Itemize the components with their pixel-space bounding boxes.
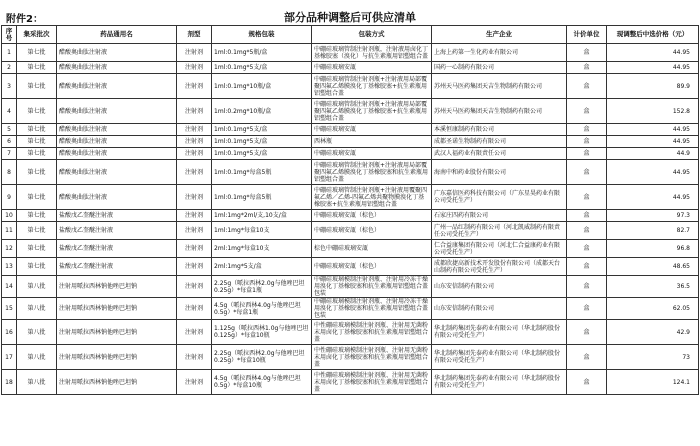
cell-spec: 4.5g（哌拉西林4.0g与他唑巴坦0.5g）*每盒1瓶 — [212, 298, 312, 320]
table-row — [2, 240, 699, 258]
cell-spec: 1ml:0.1mg*每盒5瓶 — [212, 185, 312, 210]
cell-form: 注射剂 — [177, 160, 212, 185]
cell-form: 注射剂 — [177, 44, 212, 62]
table-header-row — [2, 26, 699, 44]
cell-drug-name: 注射用哌拉西林钠他唑巴坦钠 — [57, 345, 177, 370]
cell-form: 注射剂 — [177, 99, 212, 124]
table-row — [2, 298, 699, 320]
header-price: 现调整后中选价格（元） — [607, 26, 699, 44]
header-batch: 集采批次 — [17, 26, 57, 44]
cell-pack: 中硼硅玻璃管制注射剂瓶+注射液用局部覆聚四氟乙烯膜溴化丁基橡胶塞和抗生素瓶用铝塑组合盖 — [312, 160, 432, 185]
cell-pack: 中硼硅玻璃模制注射剂瓶、注射用冷冻干燥用溴化丁基橡胶塞和抗生素瓶用铝塑组合盖包装 — [312, 298, 432, 320]
header-spec: 规格包装 — [212, 26, 312, 44]
header-maker: 生产企业 — [432, 26, 567, 44]
cell-no: 14 — [2, 276, 17, 298]
cell-price: 44.95 — [607, 185, 699, 210]
cell-price: 73 — [607, 345, 699, 370]
cell-price: 44.95 — [607, 160, 699, 185]
cell-price: 48.65 — [607, 258, 699, 276]
cell-no: 18 — [2, 370, 17, 395]
cell-spec: 1ml:1mg*2ml/支,10支/盒 — [212, 210, 312, 222]
cell-spec: 1ml:0.1mg*5支/盒 — [212, 148, 312, 160]
cell-price: 82.7 — [607, 222, 699, 240]
cell-spec: 1ml:0.2mg*10瓶/盒 — [212, 99, 312, 124]
cell-maker: 华北制药集团先泰药业有限公司（华北制药股份有限公司受托生产） — [432, 345, 567, 370]
cell-batch: 第七批 — [17, 210, 57, 222]
cell-no: 15 — [2, 298, 17, 320]
table-row — [2, 258, 699, 276]
cell-form: 注射剂 — [177, 185, 212, 210]
cell-unit: 盒 — [567, 160, 607, 185]
cell-drug-name: 盐酸戊乙奎醚注射液 — [57, 222, 177, 240]
cell-form: 注射剂 — [177, 136, 212, 148]
table-row — [2, 136, 699, 148]
cell-batch: 第七批 — [17, 136, 57, 148]
cell-unit: 盒 — [567, 240, 607, 258]
cell-no: 1 — [2, 44, 17, 62]
cell-unit: 盒 — [567, 74, 607, 99]
cell-spec: 2.25g（哌拉西林2.0g与他唑巴坦0.25g）*每盒1瓶 — [212, 276, 312, 298]
cell-spec: 1ml:0.1mg*5瓶/盒 — [212, 44, 312, 62]
cell-batch: 第七批 — [17, 185, 57, 210]
cell-no: 3 — [2, 74, 17, 99]
header-drug-name: 药品通用名 — [57, 26, 177, 44]
cell-no: 17 — [2, 345, 17, 370]
cell-unit: 盒 — [567, 222, 607, 240]
table-row — [2, 370, 699, 395]
cell-no: 6 — [2, 136, 17, 148]
cell-batch: 第七批 — [17, 258, 57, 276]
table-row — [2, 44, 699, 62]
header-pack: 包装方式 — [312, 26, 432, 44]
cell-price: 42.9 — [607, 320, 699, 345]
cell-drug-name: 注射用哌拉西林钠他唑巴坦钠 — [57, 370, 177, 395]
table-row — [2, 345, 699, 370]
table-row — [2, 74, 699, 99]
cell-price: 124.1 — [607, 370, 699, 395]
cell-drug-name: 盐酸戊乙奎醚注射液 — [57, 258, 177, 276]
cell-maker: 成都欣捷高新技术开发股份有限公司（成都天台山制药有限公司受托生产） — [432, 258, 567, 276]
cell-form: 注射剂 — [177, 222, 212, 240]
cell-pack: 中硼硅玻璃安瓿（棕色） — [312, 210, 432, 222]
cell-drug-name: 注射用哌拉西林钠他唑巴坦钠 — [57, 320, 177, 345]
cell-batch: 第七批 — [17, 44, 57, 62]
table-row — [2, 185, 699, 210]
cell-pack: 中硼硅玻璃管制注射剂瓶+注射液用覆聚四氟乙烯／乙烯-四氟乙烯共聚物膜溴化丁基橡胶塞+抗生素瓶用铝塑组合盖 — [312, 185, 432, 210]
header-form: 剂型 — [177, 26, 212, 44]
cell-maker: 山东安信制药有限公司 — [432, 276, 567, 298]
cell-pack: 中硼硅玻璃安瓿 — [312, 124, 432, 136]
cell-no: 13 — [2, 258, 17, 276]
cell-maker: 成都圣诺生物制药有限公司 — [432, 136, 567, 148]
cell-form: 注射剂 — [177, 148, 212, 160]
cell-price: 44.95 — [607, 124, 699, 136]
table-row — [2, 124, 699, 136]
cell-spec: 1.125g（哌拉西林1.0g与他唑巴坦0.125g）*每盒10瓶 — [212, 320, 312, 345]
cell-drug-name: 醋酸奥曲肽注射液 — [57, 99, 177, 124]
cell-spec: 1ml:1mg*每盒10支 — [212, 222, 312, 240]
cell-batch: 第七批 — [17, 124, 57, 136]
cell-drug-name: 醋酸奥曲肽注射液 — [57, 160, 177, 185]
cell-pack: 中硼硅玻璃安瓿（棕色） — [312, 222, 432, 240]
cell-form: 注射剂 — [177, 210, 212, 222]
cell-pack: 中硼硅玻璃管制注射剂瓶，注射液用卤化丁基橡胶塞（溴化）与抗生素瓶用铝塑组合盖 — [312, 44, 432, 62]
cell-price: 44.95 — [607, 62, 699, 74]
cell-maker: 国药一心制药有限公司 — [432, 62, 567, 74]
cell-spec: 2ml:1mg*每盒10支 — [212, 240, 312, 258]
cell-batch: 第八批 — [17, 345, 57, 370]
cell-pack: 中硼硅玻璃安瓿 — [312, 62, 432, 74]
cell-no: 12 — [2, 240, 17, 258]
cell-price: 44.95 — [607, 44, 699, 62]
table-row — [2, 160, 699, 185]
cell-drug-name: 醋酸奥曲肽注射液 — [57, 62, 177, 74]
cell-unit: 盒 — [567, 185, 607, 210]
cell-pack: 中硼硅玻璃模制注射剂瓶、注射用冷冻干燥用溴化丁基橡胶塞和抗生素瓶用铝塑组合盖包装 — [312, 276, 432, 298]
cell-price: 97.3 — [607, 210, 699, 222]
table-row — [2, 276, 699, 298]
cell-maker: 苏州天马医药集团天吉生物制药有限公司 — [432, 99, 567, 124]
cell-price: 62.05 — [607, 298, 699, 320]
cell-price: 44.9 — [607, 148, 699, 160]
cell-batch: 第七批 — [17, 148, 57, 160]
cell-batch: 第七批 — [17, 160, 57, 185]
cell-pack: 中硼硅玻璃安瓿（棕色） — [312, 258, 432, 276]
cell-maker: 石家庄四药有限公司 — [432, 210, 567, 222]
cell-form: 注射剂 — [177, 74, 212, 99]
cell-batch: 第七批 — [17, 222, 57, 240]
cell-spec: 1ml:0.1mg*5支/盒 — [212, 136, 312, 148]
cell-unit: 盒 — [567, 320, 607, 345]
cell-batch: 第八批 — [17, 276, 57, 298]
cell-price: 96.8 — [607, 240, 699, 258]
cell-pack: 棕色中硼硅玻璃安瓿 — [312, 240, 432, 258]
cell-drug-name: 盐酸戊乙奎醚注射液 — [57, 240, 177, 258]
page-title: 部分品种调整后可供应清单 — [284, 11, 416, 24]
cell-maker: 山东安信制药有限公司 — [432, 298, 567, 320]
header-no: 序号 — [2, 26, 17, 44]
cell-unit: 盒 — [567, 345, 607, 370]
cell-unit: 盒 — [567, 276, 607, 298]
cell-pack: 中硼硅玻璃管制注射剂瓶+注射液用局部覆聚四氟乙烯膜溴化丁基橡胶塞+抗生素瓶用铝塑组合盖 — [312, 99, 432, 124]
cell-price: 44.95 — [607, 136, 699, 148]
price-table — [1, 25, 699, 395]
cell-unit: 盒 — [567, 148, 607, 160]
cell-pack: 中性硼硅玻璃模制注射剂瓶、注射用无菌粉末用卤化丁基橡胶塞和抗生素瓶用铝塑组合盖 — [312, 370, 432, 395]
cell-drug-name: 醋酸奥曲肽注射液 — [57, 185, 177, 210]
cell-spec: 2ml:1mg*5支/盒 — [212, 258, 312, 276]
cell-maker: 华北制药集团先泰药业有限公司（华北制药股份有限公司受托生产） — [432, 320, 567, 345]
cell-pack: 中性硼硅玻璃模制注射剂瓶、注射用无菌粉末用卤化丁基橡胶塞和抗生素瓶用铝塑组合盖 — [312, 320, 432, 345]
cell-pack: 中硼硅玻璃管制注射剂瓶+注射液用局部覆聚四氟乙烯膜溴化丁基橡胶塞+抗生素瓶用铝塑组合盖 — [312, 74, 432, 99]
cell-form: 注射剂 — [177, 258, 212, 276]
cell-maker: 广东嘉信医药科技有限公司（广东星昊药业有限公司受托生产） — [432, 185, 567, 210]
table-row — [2, 210, 699, 222]
cell-price: 36.5 — [607, 276, 699, 298]
table-row — [2, 99, 699, 124]
cell-pack: 中硼硅玻璃安瓿 — [312, 148, 432, 160]
cell-form: 注射剂 — [177, 240, 212, 258]
cell-maker: 华北制药集团先泰药业有限公司（华北制药股份有限公司受托生产） — [432, 370, 567, 395]
cell-spec: 1ml:0.1mg*每盒5瓶 — [212, 160, 312, 185]
cell-form: 注射剂 — [177, 124, 212, 136]
cell-pack: 西林瓶 — [312, 136, 432, 148]
cell-drug-name: 醋酸奥曲肽注射液 — [57, 44, 177, 62]
cell-drug-name: 醋酸奥曲肽注射液 — [57, 74, 177, 99]
cell-unit: 盒 — [567, 99, 607, 124]
cell-unit: 盒 — [567, 258, 607, 276]
cell-unit: 盒 — [567, 62, 607, 74]
cell-batch: 第七批 — [17, 99, 57, 124]
cell-batch: 第七批 — [17, 74, 57, 99]
cell-maker: 武汉人福药业有限责任公司 — [432, 148, 567, 160]
cell-no: 11 — [2, 222, 17, 240]
cell-drug-name: 醋酸奥曲肽注射液 — [57, 136, 177, 148]
cell-form: 注射剂 — [177, 62, 212, 74]
table-row — [2, 62, 699, 74]
cell-drug-name: 醋酸奥曲肽注射液 — [57, 148, 177, 160]
cell-no: 4 — [2, 99, 17, 124]
cell-batch: 第八批 — [17, 298, 57, 320]
cell-drug-name: 醋酸奥曲肽注射液 — [57, 124, 177, 136]
cell-maker: 广州一品红制药有限公司（河北凯威制药有限责任公司受托生产） — [432, 222, 567, 240]
cell-no: 5 — [2, 124, 17, 136]
table-row — [2, 222, 699, 240]
cell-batch: 第八批 — [17, 320, 57, 345]
cell-form: 注射剂 — [177, 276, 212, 298]
cell-unit: 盒 — [567, 370, 607, 395]
cell-drug-name: 注射用哌拉西林钠他唑巴坦钠 — [57, 276, 177, 298]
cell-form: 注射剂 — [177, 320, 212, 345]
cell-maker: 仁合益康集团有限公司（河北仁合益康药业有限公司受托生产） — [432, 240, 567, 258]
cell-unit: 盒 — [567, 298, 607, 320]
cell-spec: 4.5g（哌拉西林4.0g与他唑巴坦0.5g）*每盒10瓶 — [212, 370, 312, 395]
header-unit: 计价单位 — [567, 26, 607, 44]
cell-no: 8 — [2, 160, 17, 185]
cell-form: 注射剂 — [177, 298, 212, 320]
cell-no: 9 — [2, 185, 17, 210]
cell-batch: 第八批 — [17, 370, 57, 395]
cell-maker: 海南中和药业股份有限公司 — [432, 160, 567, 185]
cell-form: 注射剂 — [177, 370, 212, 395]
cell-spec: 2.25g（哌拉西林2.0g与他唑巴坦0.25g）*每盒10瓶 — [212, 345, 312, 370]
cell-no: 16 — [2, 320, 17, 345]
cell-drug-name: 盐酸戊乙奎醚注射液 — [57, 210, 177, 222]
table-row — [2, 148, 699, 160]
attachment-label: 附件2： — [6, 14, 43, 25]
cell-maker: 苏州天马医药集团天吉生物制药有限公司 — [432, 74, 567, 99]
cell-unit: 盒 — [567, 210, 607, 222]
cell-no: 2 — [2, 62, 17, 74]
table-row — [2, 320, 699, 345]
cell-pack: 中性硼硅玻璃模制注射剂瓶、注射用无菌粉末用卤化丁基橡胶塞和抗生素瓶用铝塑组合盖 — [312, 345, 432, 370]
cell-price: 152.8 — [607, 99, 699, 124]
cell-unit: 盒 — [567, 44, 607, 62]
cell-form: 注射剂 — [177, 345, 212, 370]
cell-spec: 1ml:0.1mg*10瓶/盒 — [212, 74, 312, 99]
cell-spec: 1ml:0.1mg*5支/盒 — [212, 62, 312, 74]
cell-batch: 第七批 — [17, 240, 57, 258]
cell-unit: 盒 — [567, 124, 607, 136]
cell-maker: 上海上药第一生化药业有限公司 — [432, 44, 567, 62]
cell-maker: 本溪恒康制药有限公司 — [432, 124, 567, 136]
cell-drug-name: 注射用哌拉西林钠他唑巴坦钠 — [57, 298, 177, 320]
cell-no: 7 — [2, 148, 17, 160]
cell-batch: 第七批 — [17, 62, 57, 74]
cell-spec: 1ml:0.1mg*5支/盒 — [212, 124, 312, 136]
cell-price: 89.9 — [607, 74, 699, 99]
cell-unit: 盒 — [567, 136, 607, 148]
cell-no: 10 — [2, 210, 17, 222]
